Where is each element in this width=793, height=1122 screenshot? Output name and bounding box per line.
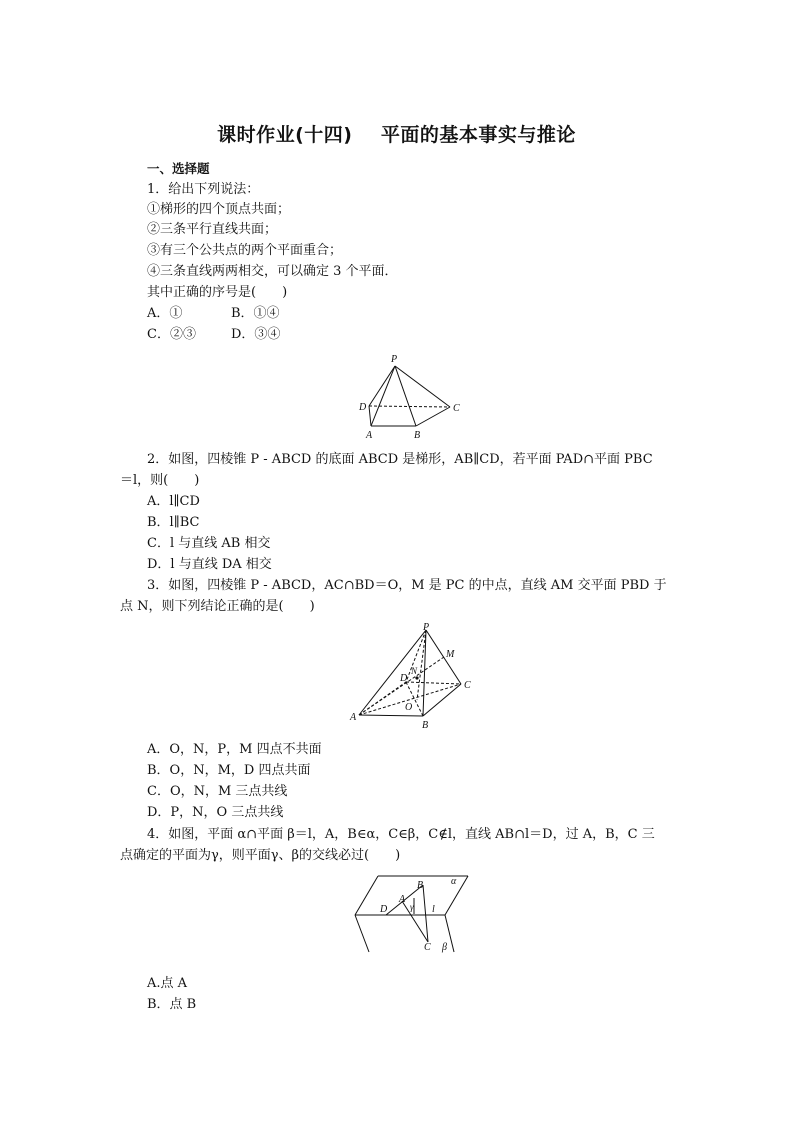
label-alpha: α	[451, 876, 457, 887]
label-b: B	[417, 880, 424, 891]
label-gamma: γ	[410, 902, 414, 912]
edge-pd	[369, 366, 395, 406]
page-title: 课时作业(十四) 平面的基本事实与推论	[217, 124, 576, 146]
edge-pc	[395, 366, 450, 407]
edge-ad-hidden	[359, 682, 406, 715]
edge-dc-hidden	[406, 682, 461, 684]
label-c: C	[464, 680, 471, 691]
q4-line-1: 4．如图，平面 α∩平面 β＝l，A，B∈α，C∈β，C∉l，直线 AB∩l＝D，过 A，B，C 三	[147, 827, 655, 842]
label-c: C	[453, 403, 460, 414]
label-m: M	[446, 649, 455, 660]
q2-option-d[interactable]: D．l 与直线 DA 相交	[147, 557, 272, 572]
pyramid-figure-2	[345, 622, 480, 730]
label-n: N	[411, 666, 418, 676]
label-c: C	[424, 942, 431, 953]
q2-line-2: ＝l，则( )	[120, 473, 200, 488]
label-beta: β	[442, 942, 447, 953]
edge-pb	[395, 366, 416, 426]
edge-bc	[416, 407, 450, 426]
edge-da	[369, 406, 371, 426]
line-am-hidden	[359, 657, 444, 715]
q3-option-d[interactable]: D．P，N，O 三点共线	[147, 805, 284, 820]
label-a: A	[366, 430, 373, 441]
edge-pa	[371, 366, 395, 426]
q1-statement-2: ②三条平行直线共面；	[147, 222, 278, 237]
section-heading: 一、选择题	[147, 161, 210, 176]
q3-option-c[interactable]: C．O，N，M 三点共线	[147, 784, 288, 799]
q1-statement-4: ④三条直线两两相交，可以确定 3 个平面．	[147, 264, 398, 279]
label-l: l	[432, 904, 435, 915]
q4-option-b[interactable]: B．点 B	[147, 997, 197, 1012]
q4-option-a[interactable]: A.点 A	[147, 976, 188, 991]
q1-statement-3: ③有三个公共点的两个平面重合；	[147, 243, 343, 258]
q1-option-d[interactable]: D．③④	[231, 327, 281, 342]
q3-line-2: 点 N，则下列结论正确的是( )	[120, 599, 315, 614]
label-o: O	[405, 702, 413, 713]
beta-left-edge	[355, 915, 369, 952]
q3-option-b[interactable]: B．O，N，M，D 四点共面	[147, 763, 311, 778]
q2-option-c[interactable]: C．l 与直线 AB 相交	[147, 536, 271, 551]
q4-line-2: 点确定的平面为γ，则平面γ、β的交线必过( )	[120, 848, 401, 863]
q1-stem: 1．给出下列说法：	[147, 182, 260, 197]
q1-option-c[interactable]: C．②③	[147, 327, 196, 342]
q2-line-1: 2．如图，四棱锥 P - ABCD 的底面 ABCD 是梯形，AB∥CD，若平面 PAD∩平面 PBC	[147, 452, 653, 467]
q2-option-a[interactable]: A．l∥CD	[147, 494, 200, 509]
line-bc	[423, 885, 428, 942]
edge-dc-hidden	[369, 406, 450, 407]
label-p: P	[423, 622, 430, 633]
label-b: B	[422, 720, 429, 730]
q3-option-a[interactable]: A．O，N，P，M 四点不共面	[147, 742, 322, 757]
point-n	[415, 676, 418, 679]
label-a: A	[350, 712, 357, 723]
edge-bc	[423, 684, 461, 716]
alpha-right-edge	[445, 876, 468, 915]
pyramid-figure-1	[352, 350, 467, 442]
q1-option-b[interactable]: B．①④	[231, 306, 280, 321]
label-b: B	[414, 430, 421, 441]
planes-figure-3	[350, 872, 480, 956]
label-d: D	[359, 402, 367, 413]
line-ac	[402, 901, 428, 942]
q2-option-b[interactable]: B．l∥BC	[147, 515, 200, 530]
q3-line-1: 3．如图，四棱锥 P - ABCD，AC∩BD＝O，M 是 PC 的中点，直线 AM 交平面 PBD 于	[147, 578, 667, 593]
label-a: A	[399, 894, 406, 905]
edge-ab	[359, 715, 423, 716]
q1-option-a[interactable]: A．①	[147, 306, 183, 321]
label-d: D	[400, 673, 408, 684]
label-p: P	[391, 354, 398, 365]
alpha-left-edge	[355, 876, 378, 915]
label-d: D	[380, 904, 388, 915]
q1-statement-1: ①梯形的四个顶点共面；	[147, 202, 291, 217]
q1-ask: 其中正确的序号是( )	[147, 285, 288, 300]
